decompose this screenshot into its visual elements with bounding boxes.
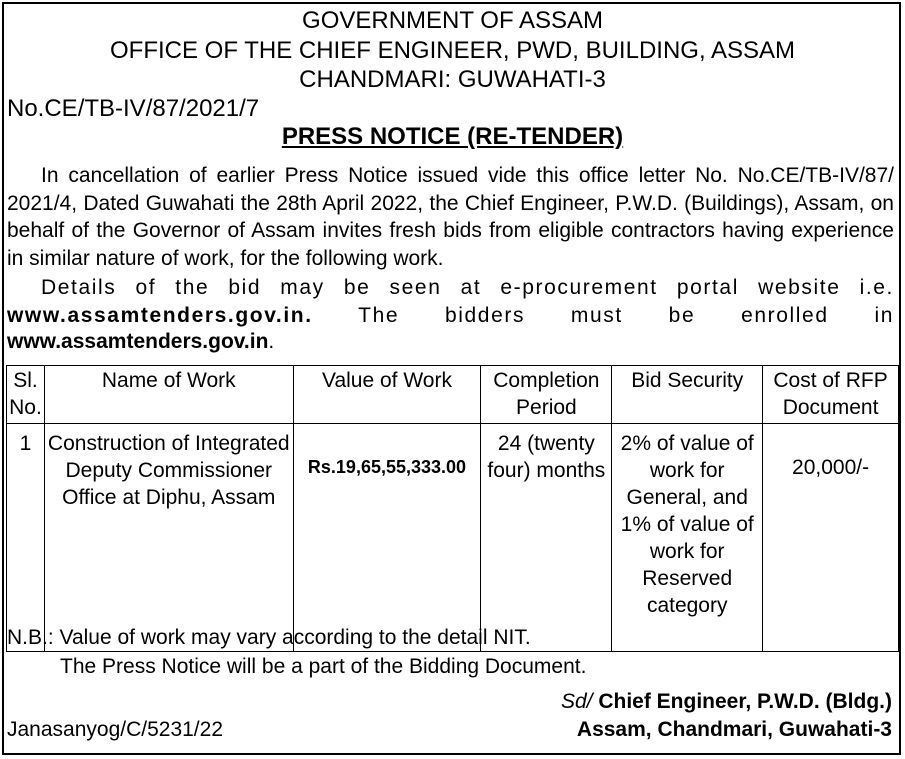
header-completion-period: Completion Period [481, 366, 612, 424]
notice-title [0, 123, 905, 151]
header-government: GOVERNMENT OF ASSAM [302, 7, 603, 34]
table-row [7, 424, 899, 652]
cell-value-of-work: Rs.19,65,55,333.00 [293, 424, 481, 652]
signature-line2: Assam, Chandmari, Guwahati-3 [576, 718, 892, 741]
work-table [6, 365, 899, 652]
details-last-line [7, 330, 274, 354]
header-cost-of-rfp: Cost of RFP Document [763, 366, 899, 424]
cell-name-of-work: Construction of Integrated Deputy Commissioner Office at Diphu, Assam [44, 424, 293, 652]
cell-sl-no: 1 [7, 424, 45, 652]
cell-cost-of-rfp: 20,000/- [763, 424, 899, 652]
cell-completion-period: 24 (twenty four) months [481, 424, 612, 652]
notice-title-text: PRESS NOTICE (RE-TENDER) [281, 123, 624, 150]
janasanyog-code: Janasanyog/C/5231/22 [7, 718, 223, 741]
header-location: CHANDMARI: GUWAHATI-3 [299, 66, 606, 93]
signature-line1 [561, 690, 892, 714]
header-office: OFFICE OF THE CHIEF ENGINEER, PWD, BUILDING, ASSAM [110, 37, 795, 64]
reference-number: No.CE/TB-IV/87/2021/7 [7, 95, 260, 122]
header-sl-no: Sl. No. [7, 366, 45, 424]
cancellation-paragraph: In cancellation of earlier Press Notice issued vide this office letter No. No.CE/TB-IV/87/ 2021/4, Dated Guwahati the 28th April 2022, the Chief Engineer, P.W.D. (Buildings), Assam, on behalf of the Governor of Assam invites fresh bids from eligible contractors having experience in similar nature of work, for the following work. [7, 164, 894, 270]
sd-mark: Sd/ [560, 690, 593, 713]
nb-note: N.B.: Value of work may vary according to the detail NIT. [7, 626, 531, 649]
website-link-2[interactable]: www.assamtenders.gov.in [7, 330, 269, 353]
cell-bid-security: 2% of value of work for General, and 1% of value of work for Reserved category [612, 424, 763, 652]
website-link-1[interactable]: www.assamtenders.gov.in. [7, 304, 313, 327]
signature-title: Chief Engineer, P.W.D. (Bldg.) [598, 690, 892, 713]
details-middle: The bidders must be enrolled in [358, 304, 895, 327]
header-bid-security: Bid Security [612, 366, 763, 424]
details-intro: Details of the bid may be seen at e-procurement portal website i.e. [41, 276, 894, 299]
table-header-row [7, 366, 899, 424]
details-end: . [268, 330, 275, 353]
details-paragraph [7, 274, 894, 330]
header-name-of-work: Name of Work [44, 366, 293, 424]
nb-note-line2: The Press Notice will be a part of the Bidding Document. [60, 655, 587, 678]
header-value-of-work: Value of Work [293, 366, 481, 424]
